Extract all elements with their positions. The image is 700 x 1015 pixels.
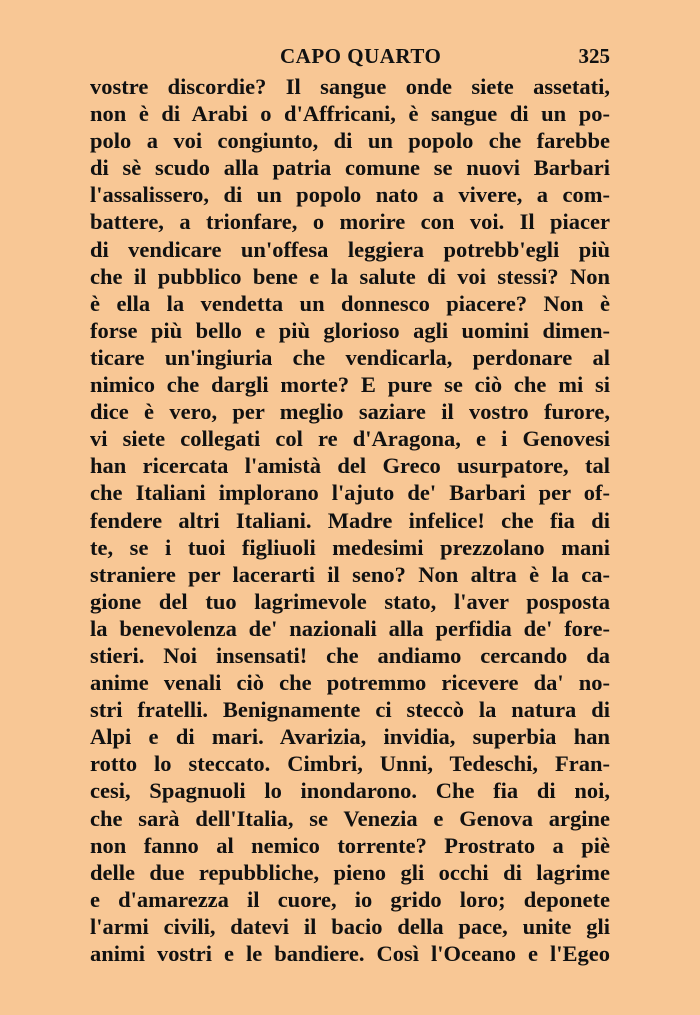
text-line: che sarà dell'Italia, se Venezia e Genova argine bbox=[90, 805, 610, 831]
text-line: fendere altri Italiani. Madre infelice! che fia di bbox=[90, 507, 610, 533]
text-line: ticare un'ingiuria che vendicarla, perdonare al bbox=[90, 344, 610, 370]
chapter-title: CAPO QUARTO bbox=[280, 44, 442, 68]
text-line: animi vostri e le bandiere. Così l'Oceano e l'Egeo bbox=[90, 941, 610, 966]
text-line: che il pubblico bene e la salute di voi stessi? Non bbox=[90, 263, 610, 289]
text-line: la benevolenza de' nazionali alla perfidia de' fore- bbox=[90, 615, 610, 641]
text-line: anime venali ciò che potremmo ricevere da' no- bbox=[90, 670, 610, 696]
text-line: gione del tuo lagrimevole stato, l'aver posposta bbox=[90, 588, 610, 614]
text-line: che Italiani implorano l'ajuto de' Barbari per of- bbox=[90, 480, 610, 506]
text-line: l'armi civili, datevi il bacio della pace, unite gli bbox=[90, 913, 610, 939]
text-line: l'assalissero, di un popolo nato a vivere, a com- bbox=[90, 182, 610, 208]
text-line: è ella la vendetta un donnesco piacere? Non è bbox=[90, 290, 610, 316]
text-line: e d'amarezza il cuore, io grido loro; deponete bbox=[90, 886, 610, 912]
text-line: vostre discordie? Il sangue onde siete assetati, bbox=[90, 74, 610, 99]
page-number: 325 bbox=[578, 44, 610, 68]
body-text bbox=[90, 73, 610, 967]
text-line: han ricercata l'amistà del Greco usurpatore, tal bbox=[90, 453, 610, 479]
text-line: rotto lo steccato. Cimbri, Unni, Tedeschi, Fran- bbox=[90, 751, 610, 777]
text-line: vi siete collegati col re d'Aragona, e i Genovesi bbox=[90, 426, 610, 452]
text-line: te, se i tuoi figliuoli medesimi prezzolano mani bbox=[90, 534, 610, 560]
running-head bbox=[90, 44, 610, 74]
text-line: cesi, Spagnuoli lo inondarono. Che fia di noi, bbox=[90, 778, 610, 804]
text-line: di vendicare un'offesa leggiera potrebb'egli più bbox=[90, 236, 610, 262]
text-line: nimico che dargli morte? E pure se ciò che mi si bbox=[90, 372, 610, 398]
text-line: delle due repubbliche, pieno gli occhi di lagrime bbox=[90, 859, 610, 885]
text-line: stieri. Noi insensati! che andiamo cercando da bbox=[90, 642, 610, 668]
text-line: Alpi e di mari. Avarizia, invidia, superbia han bbox=[90, 724, 610, 750]
text-line: non è di Arabi o d'Affricani, è sangue di un po- bbox=[90, 101, 610, 127]
text-line: di sè scudo alla patria comune se nuovi Barbari bbox=[90, 155, 610, 181]
text-line: forse più bello e più glorioso agli uomini dimen- bbox=[90, 317, 610, 343]
text-line: stri fratelli. Benignamente ci steccò la natura di bbox=[90, 697, 610, 723]
text-line: dice è vero, per meglio saziare il vostro furore, bbox=[90, 399, 610, 425]
text-line: non fanno al nemico torrente? Prostrato a piè bbox=[90, 832, 610, 858]
text-line: polo a voi congiunto, di un popolo che farebbe bbox=[90, 128, 610, 154]
text-line: straniere per lacerarti il seno? Non altra è la ca- bbox=[90, 561, 610, 587]
text-line: battere, a trionfare, o morire con voi. Il piacer bbox=[90, 209, 610, 235]
